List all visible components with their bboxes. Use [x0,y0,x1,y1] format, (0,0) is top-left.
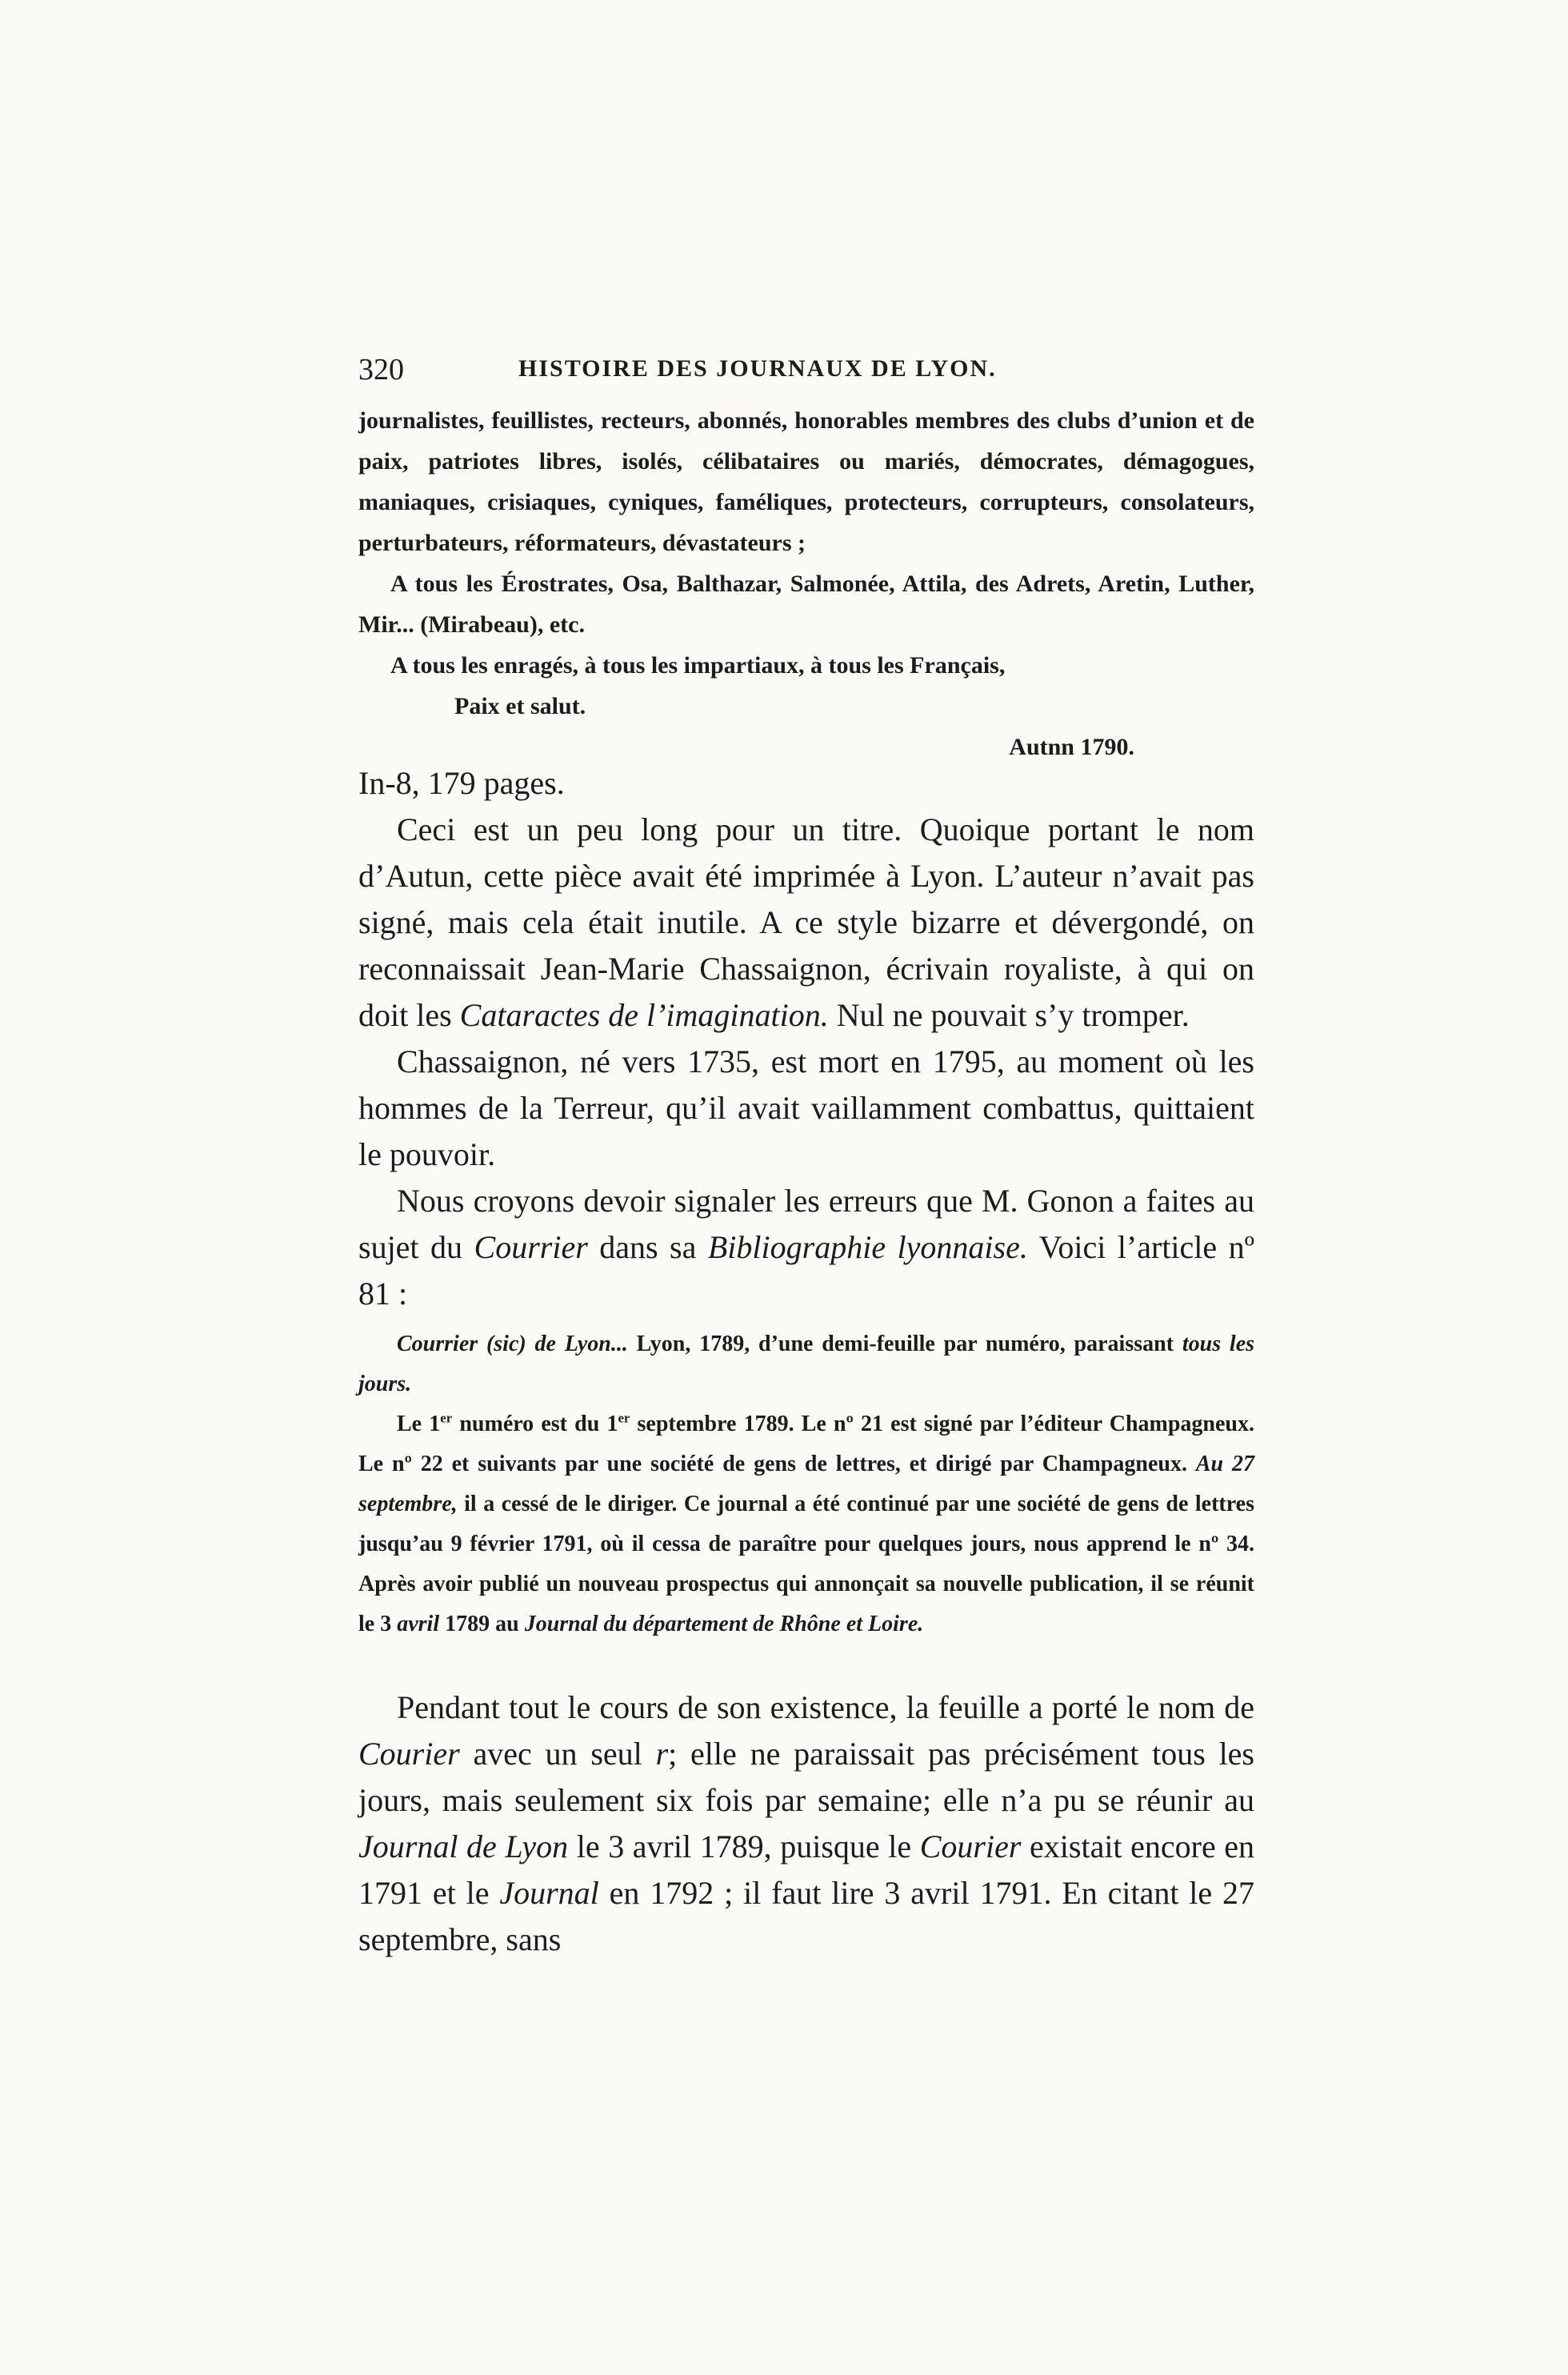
quote-paragraph-1: Courrier (sic) de Lyon... Lyon, 1789, d’une demi-feuille par numéro, paraissant tous les jours. [358,1332,1255,1396]
running-title: HISTOIRE DES JOURNAUX DE LYON. [518,355,997,382]
quoted-article [358,1324,1254,1644]
main-text [358,760,1254,1317]
title-block [358,400,1254,767]
title-paragraph-3: A tous les enragés, à tous les impartiaux, à tous les Français, [390,652,1006,679]
body-paragraph-3: Nous croyons devoir signaler les erreurs que M. Gonon a faites au sujet du Courrier dans sa Bibliographie lyonnaise. Voici l’article nº 81 : [358,1183,1255,1312]
body-paragraph-2: Chassaignon, né vers 1735, est mort en 1795, au moment où les hommes de la Terreur, qu’il avait vaillamment combattus, quittaient le pouvoir. [358,1043,1254,1172]
salutation: Paix et salut. [454,693,586,719]
dateline: Autnn 1790. [1009,734,1134,760]
format-line: In-8, 179 pages. [358,765,565,801]
quote-paragraph-2: Le 1er numéro est du 1er septembre 1789. Le nº 21 est signé par l’éditeur Champagneux. Le nº 22 et suivants par une société de gens de lettres, et dirigé par Champagneux. Au 27 septembre, il a cessé de le diriger. Ce journal a été continué par une société de gens de lettres jusqu’au 9 février 1791, où il cessa de paraître pour quelques jours, nous apprend le nº 34. Après avoir publié un nouveau prospectus qui annonçait sa nouvelle publication, il se réunit le 3 avril 1789 au Journal du département de Rhône et Loire. [358,1410,1255,1636]
page-number: 320 [358,353,404,386]
page-header [358,352,1254,392]
body-paragraph-1: Ceci est un peu long pour un titre. Quoique portant le nom d’Autun, cette pièce avait été imprimée à Lyon. L’auteur n’avait pas signé, mais cela était inutile. A ce style bizarre et dévergondé, on reconnaissait Jean-Marie Chassaignon, écrivain royaliste, à qui on doit les Cataractes de l’imagination. Nul ne pouvait s’y tromper. [358,811,1254,1033]
title-paragraph-2: A tous les Érostrates, Osa, Balthazar, Salmonée, Attila, des Adrets, Aretin, Luther, Mir... (Mirabeau), etc. [358,571,1254,638]
closing-text [358,1684,1254,1963]
title-paragraph-1: journalistes, feuillistes, recteurs, abonnés, honorables membres des clubs d’union et de paix, patriotes libres, isolés, célibataires ou mariés, démocrates, démagogues, maniaques, crisiaques, cyniques, faméliques, protecteurs, corrupteurs, consolateurs, perturbateurs, réformateurs, dévastateurs ; [358,407,1254,556]
closing-paragraph: Pendant tout le cours de son existence, la feuille a porté le nom de Courier avec un seul r; elle ne paraissait pas précisément tous les jours, mais seulement six fois par semaine; elle n’a pu se réunir au Journal de Lyon le 3 avril 1789, puisque le Courier existait encore en 1791 et le Journal en 1792 ; il faut lire 3 avril 1791. En citant le 27 septembre, sans [358,1689,1255,1957]
